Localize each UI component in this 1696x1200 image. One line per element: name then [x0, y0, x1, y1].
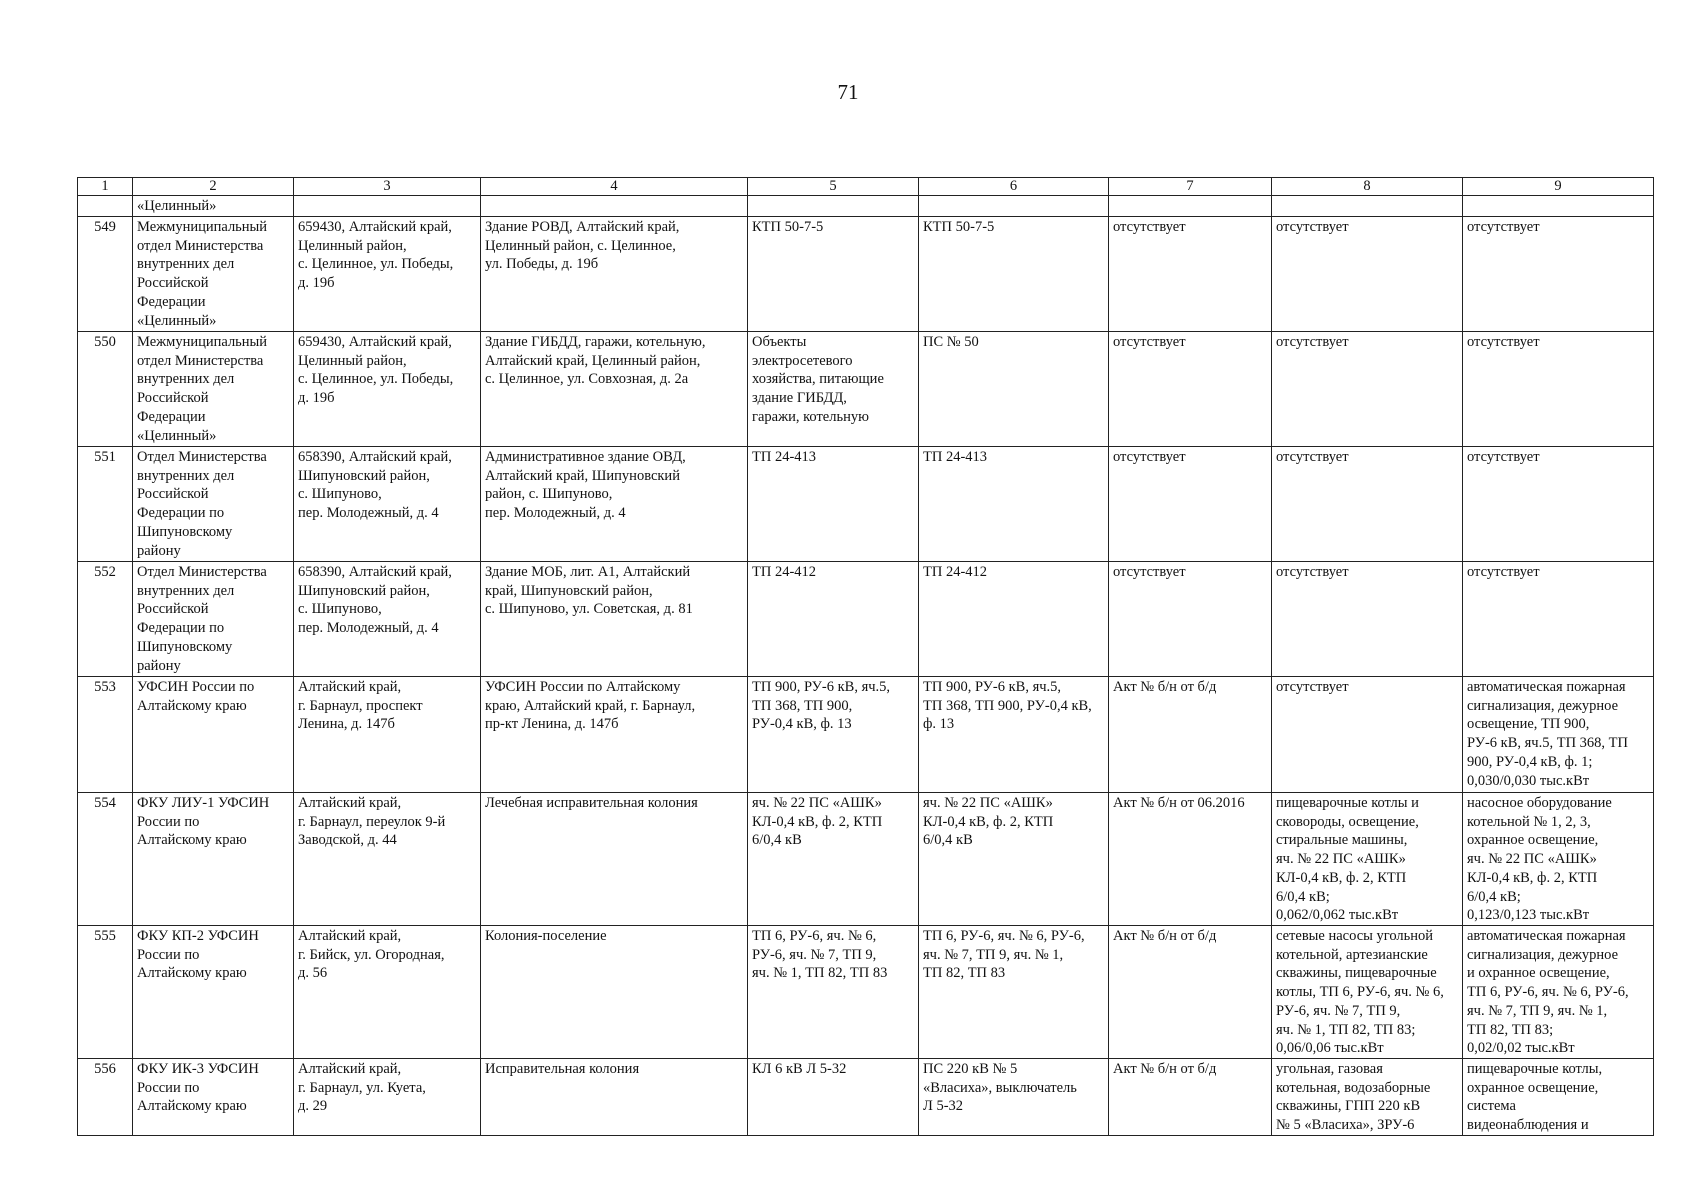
continuation-row: [78, 196, 1654, 217]
column5-cell: ТП 24-413: [748, 447, 919, 562]
table-row: [78, 926, 1654, 1059]
table-cell: [1272, 196, 1463, 217]
column9-cell: автоматическая пожарная сигнализация, дежурное и охранное освещение, ТП 6, РУ-6, яч. № 6, РУ-6, яч. № 7, ТП 9, яч. № 1, ТП 82, ТП 83; 0,02/0,02 тыс.кВт: [1463, 926, 1654, 1059]
row-number: 552: [78, 562, 133, 677]
row-number: 554: [78, 793, 133, 926]
column5-cell: ТП 24-412: [748, 562, 919, 677]
column7-cell: Акт № б/н от 06.2016: [1109, 793, 1272, 926]
table-cell: [1109, 196, 1272, 217]
table-row: [78, 562, 1654, 677]
table-cell: [919, 196, 1109, 217]
header-row: [78, 178, 1654, 196]
address-cell: Алтайский край, г. Барнаул, переулок 9-й Заводской, д. 44: [294, 793, 481, 926]
column7-cell: отсутствует: [1109, 562, 1272, 677]
address-cell: 658390, Алтайский край, Шипуновский район, с. Шипуново, пер. Молодежный, д. 4: [294, 562, 481, 677]
table-cell: [1463, 196, 1654, 217]
column5-cell: ТП 6, РУ-6, яч. № 6, РУ-6, яч. № 7, ТП 9, яч. № 1, ТП 82, ТП 83: [748, 926, 919, 1059]
table-row: [78, 217, 1654, 332]
column-header: 1: [78, 178, 133, 196]
column8-cell: отсутствует: [1272, 447, 1463, 562]
object-cell: Административное здание ОВД, Алтайский край, Шипуновский район, с. Шипуново, пер. Молодежный, д. 4: [481, 447, 748, 562]
address-cell: Алтайский край, г. Барнаул, ул. Куета, д. 29: [294, 1059, 481, 1136]
organization-cell: УФСИН России по Алтайскому краю: [133, 677, 294, 793]
column9-cell: отсутствует: [1463, 562, 1654, 677]
column6-cell: ПС № 50: [919, 332, 1109, 447]
column-header: 5: [748, 178, 919, 196]
column5-cell: КТП 50-7-5: [748, 217, 919, 332]
column7-cell: отсутствует: [1109, 447, 1272, 562]
table-cell: [748, 196, 919, 217]
column5-cell: ТП 900, РУ-6 кВ, яч.5, ТП 368, ТП 900, РУ-0,4 кВ, ф. 13: [748, 677, 919, 793]
column9-cell: пищеварочные котлы, охранное освещение, система видеонаблюдения и: [1463, 1059, 1654, 1136]
address-cell: Алтайский край, г. Бийск, ул. Огородная, д. 56: [294, 926, 481, 1059]
organization-cell: ФКУ ЛИУ-1 УФСИН России по Алтайскому краю: [133, 793, 294, 926]
table-row: [78, 1059, 1654, 1136]
column8-cell: отсутствует: [1272, 217, 1463, 332]
table-cell: [294, 196, 481, 217]
organization-cell: ФКУ КП-2 УФСИН России по Алтайскому краю: [133, 926, 294, 1059]
column5-cell: яч. № 22 ПС «АШК» КЛ-0,4 кВ, ф. 2, КТП 6/0,4 кВ: [748, 793, 919, 926]
table-row: [78, 793, 1654, 926]
address-cell: 659430, Алтайский край, Целинный район, с. Целинное, ул. Победы, д. 19б: [294, 217, 481, 332]
row-number: 553: [78, 677, 133, 793]
column9-cell: отсутствует: [1463, 332, 1654, 447]
data-table: [77, 177, 1654, 1136]
object-cell: Здание РОВД, Алтайский край, Целинный район, с. Целинное, ул. Победы, д. 19б: [481, 217, 748, 332]
organization-cell: Отдел Министерства внутренних дел Российской Федерации по Шипуновскому району: [133, 562, 294, 677]
object-cell: УФСИН России по Алтайскому краю, Алтайский край, г. Барнаул, пр-кт Ленина, д. 147б: [481, 677, 748, 793]
column-header: 8: [1272, 178, 1463, 196]
column8-cell: отсутствует: [1272, 562, 1463, 677]
row-number: 555: [78, 926, 133, 1059]
column-header: 3: [294, 178, 481, 196]
object-cell: Лечебная исправительная колония: [481, 793, 748, 926]
address-cell: 658390, Алтайский край, Шипуновский район, с. Шипуново, пер. Молодежный, д. 4: [294, 447, 481, 562]
object-cell: Здание МОБ, лит. А1, Алтайский край, Шипуновский район, с. Шипуново, ул. Советская, д. 81: [481, 562, 748, 677]
organization-cell: ФКУ ИК-3 УФСИН России по Алтайскому краю: [133, 1059, 294, 1136]
column6-cell: КТП 50-7-5: [919, 217, 1109, 332]
column7-cell: Акт № б/н от б/д: [1109, 1059, 1272, 1136]
table-row: [78, 677, 1654, 793]
column8-cell: сетевые насосы угольной котельной, артезианские скважины, пищеварочные котлы, ТП 6, РУ-6, яч. № 6, РУ-6, яч. № 7, ТП 9, яч. № 1, ТП 82, ТП 83; 0,06/0,06 тыс.кВт: [1272, 926, 1463, 1059]
column6-cell: ТП 24-413: [919, 447, 1109, 562]
object-cell: Здание ГИБДД, гаражи, котельную, Алтайский край, Целинный район, с. Целинное, ул. Совхозная, д. 2а: [481, 332, 748, 447]
column8-cell: отсутствует: [1272, 677, 1463, 793]
column7-cell: отсутствует: [1109, 332, 1272, 447]
column7-cell: Акт № б/н от б/д: [1109, 677, 1272, 793]
row-number: 556: [78, 1059, 133, 1136]
column6-cell: ТП 24-412: [919, 562, 1109, 677]
column6-cell: ТП 6, РУ-6, яч. № 6, РУ-6, яч. № 7, ТП 9, яч. № 1, ТП 82, ТП 83: [919, 926, 1109, 1059]
address-cell: 659430, Алтайский край, Целинный район, с. Целинное, ул. Победы, д. 19б: [294, 332, 481, 447]
column-header: 6: [919, 178, 1109, 196]
column8-cell: пищеварочные котлы и сковороды, освещение, стиральные машины, яч. № 22 ПС «АШК» КЛ-0,4 кВ, ф. 2, КТП 6/0,4 кВ; 0,062/0,062 тыс.кВт: [1272, 793, 1463, 926]
table-row: [78, 447, 1654, 562]
column9-cell: отсутствует: [1463, 447, 1654, 562]
column7-cell: отсутствует: [1109, 217, 1272, 332]
object-cell: Исправительная колония: [481, 1059, 748, 1136]
object-cell: Колония-поселение: [481, 926, 748, 1059]
column-header: 2: [133, 178, 294, 196]
row-number: 550: [78, 332, 133, 447]
column9-cell: насосное оборудование котельной № 1, 2, 3, охранное освещение, яч. № 22 ПС «АШК» КЛ-0,4 кВ, ф. 2, КТП 6/0,4 кВ; 0,123/0,123 тыс.кВт: [1463, 793, 1654, 926]
column6-cell: яч. № 22 ПС «АШК» КЛ-0,4 кВ, ф. 2, КТП 6/0,4 кВ: [919, 793, 1109, 926]
column8-cell: отсутствует: [1272, 332, 1463, 447]
organization-cell: Межмуниципальный отдел Министерства внутренних дел Российской Федерации «Целинный»: [133, 332, 294, 447]
column8-cell: угольная, газовая котельная, водозаборные скважины, ГПП 220 кВ № 5 «Власиха», ЗРУ-6: [1272, 1059, 1463, 1136]
column5-cell: Объекты электросетевого хозяйства, питающие здание ГИБДД, гаражи, котельную: [748, 332, 919, 447]
column7-cell: Акт № б/н от б/д: [1109, 926, 1272, 1059]
organization-cell: Межмуниципальный отдел Министерства внутренних дел Российской Федерации «Целинный»: [133, 217, 294, 332]
address-cell: Алтайский край, г. Барнаул, проспект Ленина, д. 147б: [294, 677, 481, 793]
page-number: 71: [837, 80, 859, 104]
column9-cell: отсутствует: [1463, 217, 1654, 332]
table-cell: [78, 196, 133, 217]
row-number: 549: [78, 217, 133, 332]
column-header: 9: [1463, 178, 1654, 196]
column5-cell: КЛ 6 кВ Л 5-32: [748, 1059, 919, 1136]
table-cell: [481, 196, 748, 217]
column9-cell: автоматическая пожарная сигнализация, дежурное освещение, ТП 900, РУ-6 кВ, яч.5, ТП 368, ТП 900, РУ-0,4 кВ, ф. 1; 0,030/0,030 тыс.кВт: [1463, 677, 1654, 793]
column-header: 4: [481, 178, 748, 196]
table-row: [78, 332, 1654, 447]
continuation-cell: «Целинный»: [133, 196, 294, 217]
column6-cell: ТП 900, РУ-6 кВ, яч.5, ТП 368, ТП 900, РУ-0,4 кВ, ф. 13: [919, 677, 1109, 793]
organization-cell: Отдел Министерства внутренних дел Российской Федерации по Шипуновскому району: [133, 447, 294, 562]
column-header: 7: [1109, 178, 1272, 196]
row-number: 551: [78, 447, 133, 562]
column6-cell: ПС 220 кВ № 5 «Власиха», выключатель Л 5-32: [919, 1059, 1109, 1136]
